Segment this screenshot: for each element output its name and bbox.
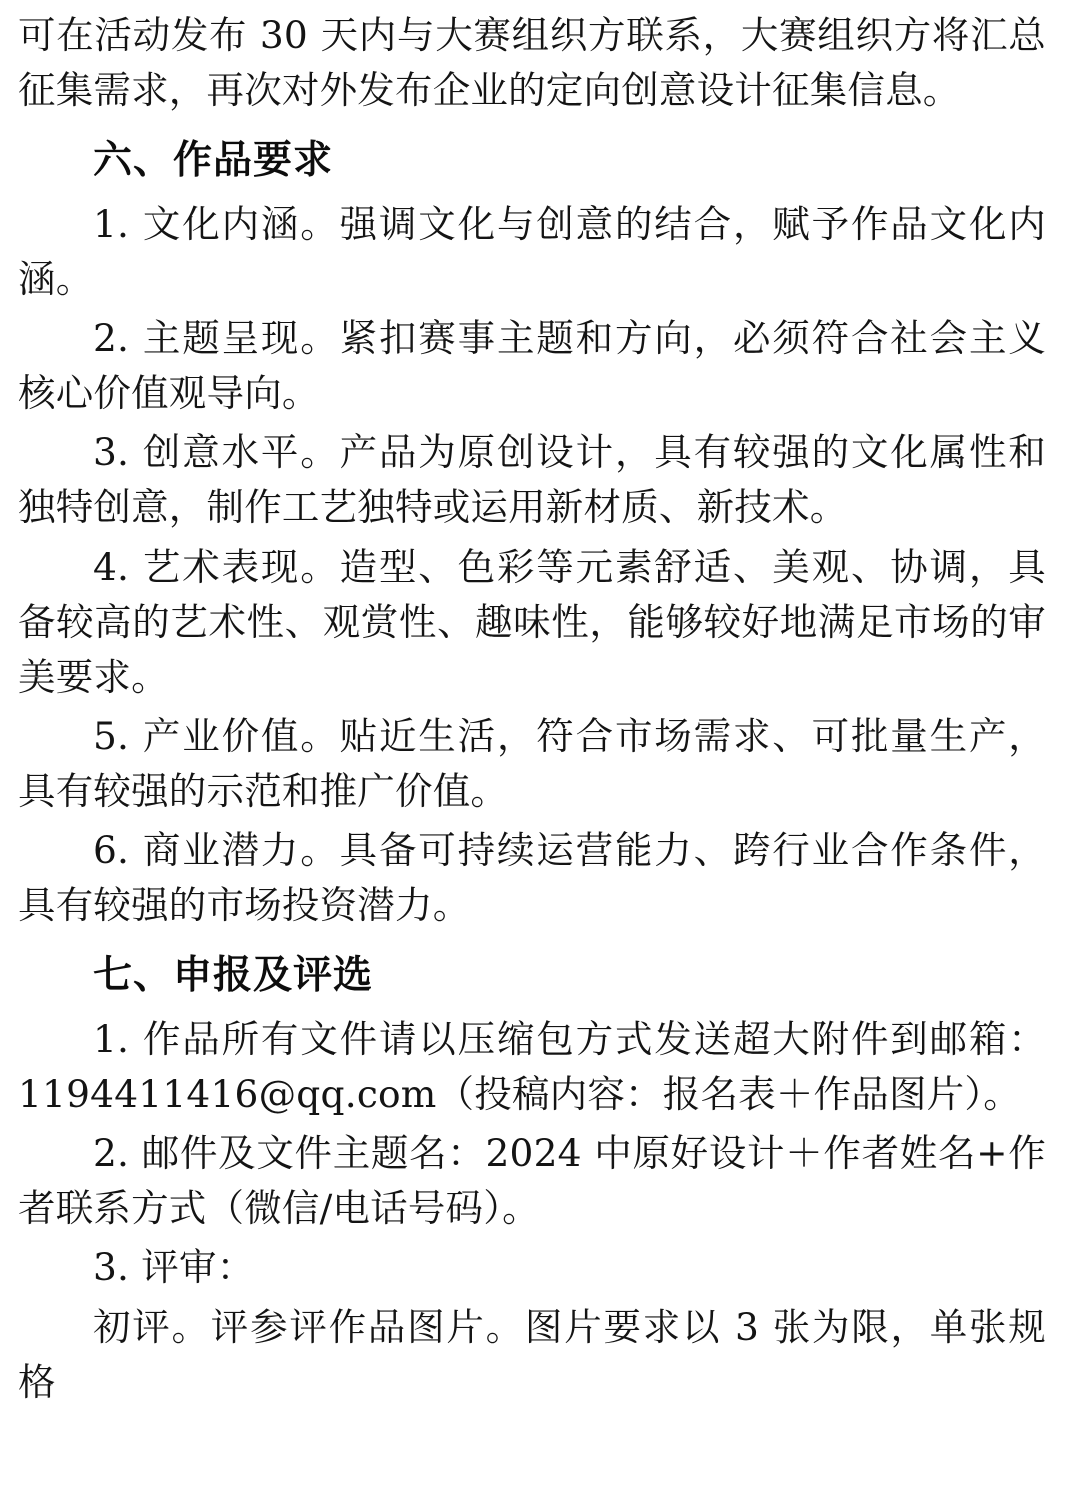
submission-item-2: 2. 邮件及文件主题名：2024 中原好设计＋作者姓名+作者联系方式（微信/电话号码）。 xyxy=(18,1131,1046,1231)
requirement-item-5: 5. 产业价值。贴近生活，符合市场需求、可批量生产，具有较强的示范和推广价值。 xyxy=(18,713,1046,813)
requirement-item-2: 2. 主题呈现。紧扣赛事主题和方向，必须符合社会主义核心价值观导向。 xyxy=(18,316,1046,416)
continuation-paragraph: 可在活动发布 30 天内与大赛组织方联系，大赛组织方将汇总征集需求，再次对外发布企业的定向创意设计征集信息。 xyxy=(18,13,1046,113)
requirement-item-3: 3. 创意水平。产品为原创设计，具有较强的文化属性和独特创意，制作工艺独特或运用新材质、新技术。 xyxy=(18,430,1046,530)
submission-item-3-detail: 初评。评参评作品图片。图片要求以 3 张为限，单张规格 xyxy=(18,1304,1046,1404)
section-six-heading: 六、作品要求 xyxy=(93,137,334,184)
submission-item-3: 3. 评审： xyxy=(93,1245,255,1290)
requirement-item-4: 4. 艺术表现。造型、色彩等元素舒适、美观、协调，具备较高的艺术性、观赏性、趣味性，能够较好地满足市场的审美要求。 xyxy=(18,544,1046,699)
requirement-item-1: 1. 文化内涵。强调文化与创意的结合，赋予作品文化内涵。 xyxy=(18,201,1046,301)
section-seven-heading: 七、申报及评选 xyxy=(93,952,374,999)
submission-item-1: 1. 作品所有文件请以压缩包方式发送超大附件到邮箱：1194411416@qq.com（投稿内容：报名表＋作品图片）。 xyxy=(18,1016,1046,1116)
requirement-item-6: 6. 商业潜力。具备可持续运营能力、跨行业合作条件，具有较强的市场投资潜力。 xyxy=(18,828,1046,928)
